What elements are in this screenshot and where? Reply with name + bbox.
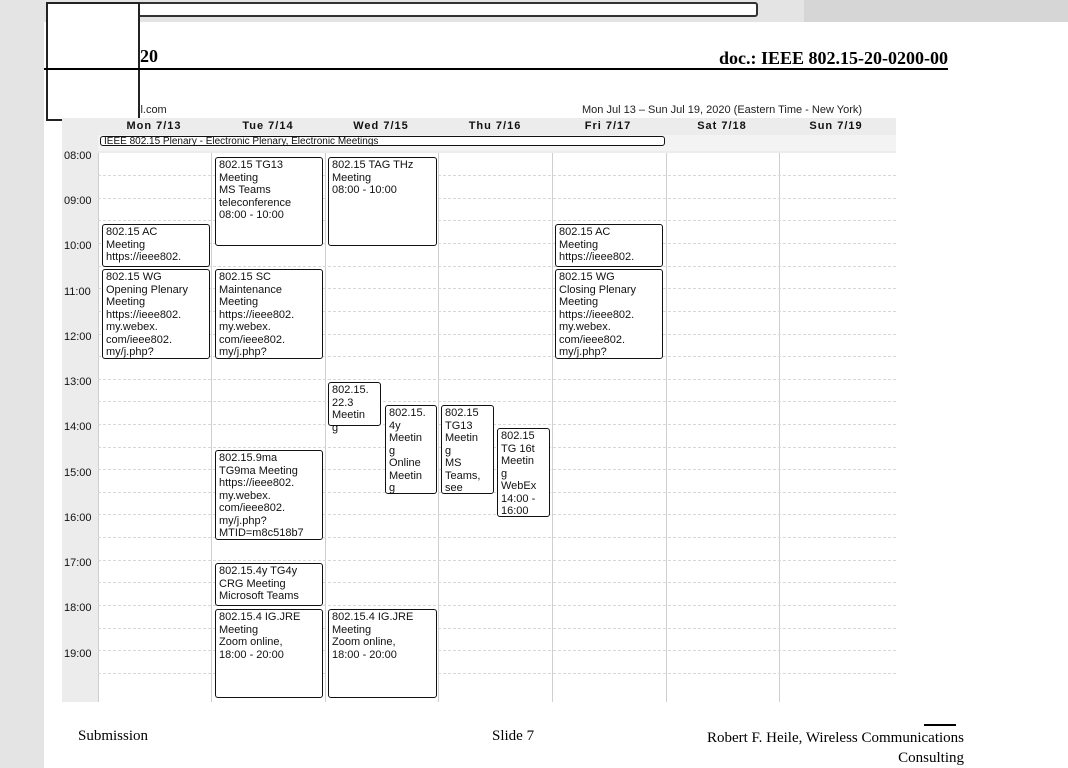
half-hour-line — [98, 266, 896, 267]
column-divider — [98, 153, 99, 702]
event-block[interactable]: 802.15.4 IG.JRE Meeting Zoom online, 18:00 - 20:00 — [328, 609, 437, 698]
hour-label: 19:00 — [64, 648, 92, 660]
event-block[interactable]: 802.15 TG13 Meeting MS Teams teleconference 08:00 - 10:00 — [215, 157, 323, 246]
footer-author: Robert F. Heile, Wireless Communications Consulting — [706, 730, 964, 766]
event-block[interactable]: 802.15 TG 16t Meetin g WebEx 14:00 - 16:00 — [497, 428, 550, 517]
day-header-fri[interactable]: Fri 7/17 — [584, 120, 632, 132]
column-divider — [325, 153, 326, 702]
event-block[interactable]: 802.15.9ma TG9ma Meeting https://ieee802. my.webex. com/ieee802. my/j.php? MTID=m8c518b7 — [215, 450, 323, 540]
hour-line — [98, 424, 896, 425]
all-day-event[interactable]: IEEE 802.15 Plenary - Electronic Plenary, Electronic Meetings — [100, 136, 665, 146]
column-divider — [211, 153, 212, 702]
hour-label: 11:00 — [64, 286, 91, 298]
hour-line — [98, 560, 896, 561]
hour-label: 08:00 — [64, 150, 92, 162]
half-hour-line — [98, 401, 896, 402]
event-block[interactable]: 802.15.4y TG4y CRG Meeting Microsoft Teams — [215, 563, 323, 606]
calendar-week-view — [62, 118, 896, 702]
top-bar — [44, 0, 1024, 22]
event-block[interactable]: 802.15. 22.3 Meetin g — [328, 382, 381, 426]
overlay-box — [46, 2, 140, 121]
event-block[interactable]: 802.15 WG Closing Plenary Meeting https://ieee802. my.webex. com/ieee802. my/j.php? — [555, 269, 663, 359]
account-email: il.com — [138, 104, 167, 116]
day-header-tue[interactable]: Tue 7/14 — [242, 120, 294, 132]
footer-slide-number: Slide 7 — [492, 728, 535, 744]
hour-label: 15:00 — [64, 467, 92, 479]
day-header-mon[interactable]: Mon 7/13 — [126, 120, 182, 132]
event-block[interactable]: 802.15 SC Maintenance Meeting https://ieee802. my.webex. com/ieee802. my/j.php? — [215, 269, 323, 359]
header-rule — [44, 68, 948, 70]
top-bar-right-panel — [804, 0, 1068, 22]
doc-number: doc.: IEEE 802.15-20-0200-00 — [719, 48, 948, 68]
event-block[interactable]: 802.15. 4y Meetin g Online Meetin g — [385, 405, 437, 494]
time-grid[interactable] — [98, 153, 896, 702]
event-block[interactable]: 802.15.4 IG.JRE Meeting Zoom online, 18:00 - 20:00 — [215, 609, 323, 698]
hour-label: 16:00 — [64, 512, 92, 524]
event-block[interactable]: 802.15 AC Meeting https://ieee802. — [102, 224, 210, 267]
date-range: Mon Jul 13 – Sun Jul 19, 2020 (Eastern Time - New York) — [582, 104, 863, 116]
event-block[interactable]: 802.15 WG Opening Plenary Meeting https://ieee802. my.webex. com/ieee802. my/j.php? — [102, 269, 210, 359]
event-block[interactable]: 802.15 TG13 Meetin g MS Teams, see — [441, 405, 494, 494]
day-header-wed[interactable]: Wed 7/15 — [353, 120, 409, 132]
footer-mark — [924, 724, 956, 726]
column-divider — [438, 153, 439, 702]
hour-label: 13:00 — [64, 376, 92, 388]
hour-label: 10:00 — [64, 240, 92, 252]
hour-label: 14:00 — [64, 421, 92, 433]
hour-label: 18:00 — [64, 602, 92, 614]
day-header-sat[interactable]: Sat 7/18 — [697, 120, 747, 132]
hour-label: 12:00 — [64, 331, 92, 343]
event-block[interactable]: 802.15 TAG THz Meeting 08:00 - 10:00 — [328, 157, 437, 246]
hour-label: 17:00 — [64, 557, 92, 569]
column-divider — [779, 153, 780, 702]
left-sidebar — [0, 0, 44, 768]
day-header-sun[interactable]: Sun 7/19 — [809, 120, 863, 132]
day-header-thu[interactable]: Thu 7/16 — [468, 120, 522, 132]
footer-submission: Submission — [78, 728, 149, 744]
column-divider — [666, 153, 667, 702]
header-year: 20 — [140, 46, 158, 66]
hour-line — [98, 379, 896, 380]
top-search-field[interactable] — [136, 2, 758, 17]
column-divider — [552, 153, 553, 702]
event-block[interactable]: 802.15 AC Meeting https://ieee802. — [555, 224, 663, 267]
hour-label: 09:00 — [64, 195, 92, 207]
